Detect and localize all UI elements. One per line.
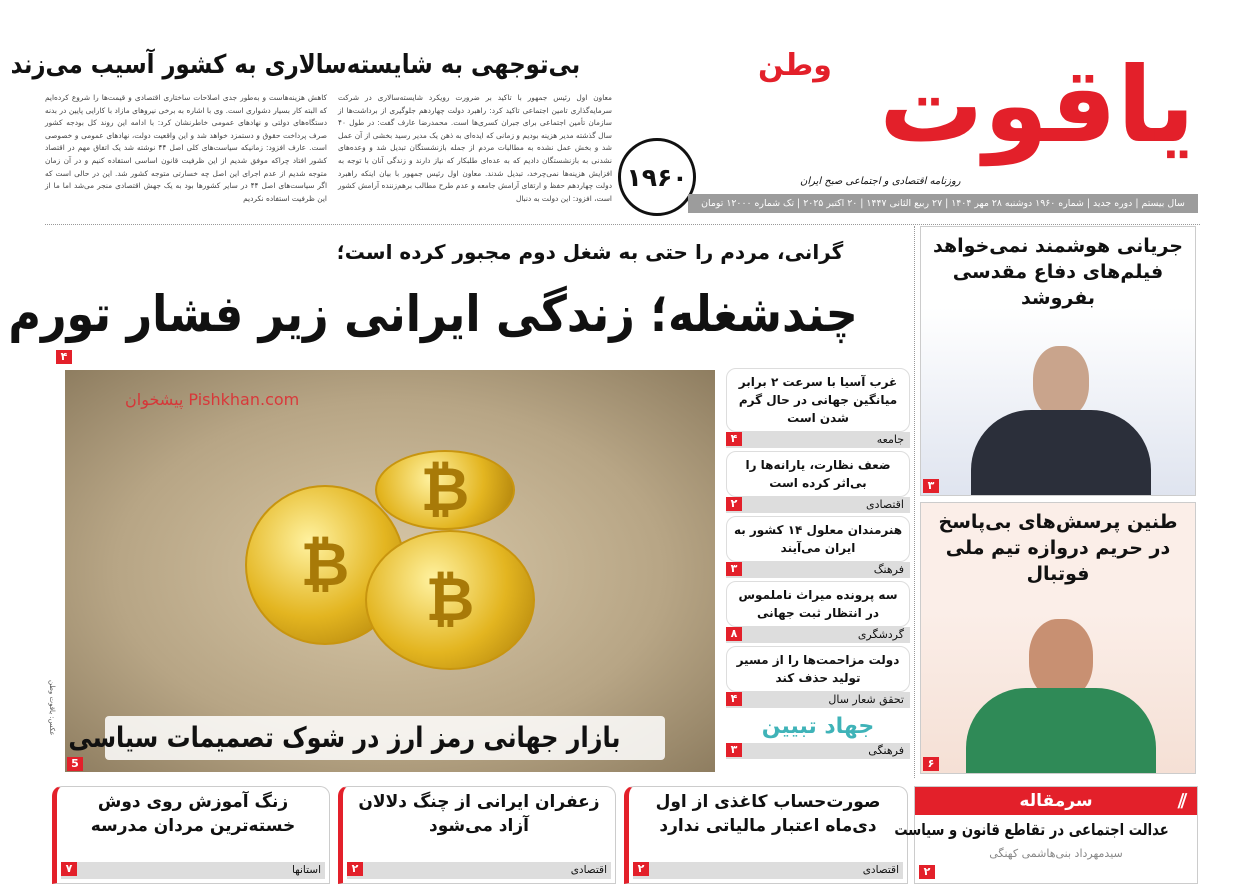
story-title: صورت‌حساب کاغذی از اول دی‌ماه اعتبار مالیاتی ندارد (655, 792, 881, 836)
editorial-label: سرمقاله (1019, 791, 1093, 811)
news-title: غرب آسیا با سرعت ۲ برابر میانگین جهانی در حال گرم شدن است (738, 375, 898, 425)
watermark: پیشخوان Pishkhan.com (125, 390, 300, 409)
section-label: فرهنگ (873, 563, 904, 576)
page-badge: ۲ (347, 862, 363, 876)
news-item[interactable] (726, 581, 910, 627)
divider (914, 226, 915, 778)
page-badge: ۴ (56, 350, 72, 364)
page-badge: ۲ (633, 862, 649, 876)
portrait-photo (961, 340, 1161, 495)
newspaper-logo: یاقوت (879, 44, 1195, 166)
page-badge: ۴ (726, 692, 742, 706)
news-title: هنرمندان معلول ۱۴ کشور به ایران می‌آیند (733, 523, 903, 555)
middle-column (726, 368, 910, 762)
lead-headline[interactable]: چندشغله؛ زندگی ایرانی زیر فشار تورم (8, 285, 858, 343)
right-story[interactable] (920, 502, 1196, 774)
story-title: زعفران ایرانی از چنگ دلالان آزاد می‌شود (358, 792, 600, 836)
bitcoin-coin-icon: ₿ (365, 530, 535, 670)
tagline: روزنامه اقتصادی و اجتماعی صبح ایران (800, 176, 961, 187)
issue-number-badge: ۱۹۶۰ (618, 138, 696, 216)
section-tag (726, 627, 910, 643)
page-badge: ۸ (726, 627, 742, 641)
editorial-header (915, 787, 1197, 815)
editorial[interactable] (894, 786, 1198, 884)
section-tag (726, 562, 910, 578)
story-title: جریانی هوشمند نمی‌خواهد فیلم‌های دفاع مقدسی بفروشد (933, 235, 1183, 309)
portrait-photo (961, 613, 1161, 773)
section-label: تحقق شعار سال (828, 693, 904, 706)
face-shape (1029, 619, 1093, 699)
bottom-story[interactable] (338, 786, 616, 884)
page-badge: ۲ (726, 497, 742, 511)
story-title: طنین پرسش‌های بی‌پاسخ در حریم دروازه تیم ملی فوتبال (938, 511, 1178, 585)
top-story-headline: بی‌توجهی به شایسته‌سالاری به کشور آسیب می‌زند (10, 50, 581, 80)
face-shape (1033, 346, 1089, 418)
section-label: فرهنگی (868, 744, 904, 757)
news-item[interactable] (726, 646, 910, 692)
section-tag (633, 862, 903, 879)
section-label: اقتصادی (865, 498, 904, 511)
jersey-shape (966, 688, 1156, 773)
news-item[interactable] (726, 368, 910, 432)
section-tag (726, 743, 910, 759)
editorial-author: سیدمهرداد بنی‌هاشمی کهنگی (989, 847, 1123, 860)
lead-photo[interactable] (65, 370, 715, 772)
news-title: جهاد تبیین (761, 714, 875, 739)
bitcoin-coin-icon: ₿ (375, 450, 515, 530)
page-badge: ۳ (726, 743, 742, 757)
news-item[interactable] (726, 451, 910, 497)
page-badge: 5 (67, 757, 83, 771)
editorial-title: عدالت اجتماعی در تقاطع قانون و سیاست (894, 820, 1169, 839)
page-badge: ۶ (923, 757, 939, 771)
newspaper-logo-sub: وطن (758, 48, 832, 83)
photo-caption-box (68, 716, 665, 760)
right-story[interactable] (920, 226, 1196, 496)
photo-caption: بازار جهانی رمز ارز در شوک تصمیمات سیاسی (68, 721, 621, 754)
news-title: سه پرونده میراث ناملموس در انتظار ثبت جهانی (738, 588, 898, 620)
photo-credit: عکس: یاقوت وطن (48, 680, 56, 736)
section-label: استانها (291, 864, 321, 876)
divider (45, 224, 1200, 225)
page-badge: ۳ (726, 562, 742, 576)
news-title: دولت مزاحمت‌ها را از مسیر تولید حذف کند (736, 653, 900, 685)
section-label: جامعه (876, 433, 904, 446)
bottom-story[interactable] (52, 786, 330, 884)
page-badge: ۲ (919, 865, 935, 879)
page-badge: ۷ (61, 862, 77, 876)
section-label: اقتصادی (862, 864, 899, 876)
suit-shape (971, 410, 1151, 495)
section-tag (726, 497, 910, 513)
story-title: زنگ آموزش روی دوش خسته‌ترین مردان مدرسه (90, 792, 296, 836)
page-badge: ۴ (726, 432, 742, 446)
section-tag (61, 862, 325, 879)
jahad-tabyin-logo[interactable] (726, 711, 910, 743)
top-story-column-left: کاهش هزینه‌هاست و به‌طور جدی اصلاحات ساختاری اقتصادی و قیمت‌ها را شروع کرده‌ایم که البته کار بسیار دشواری است. وی با اشاره به برخی نیروهای مازاد با کارایی پایین در بدنه دستگاه‌های دولتی و نهادهای عمومی خاطرنشان کرد: با ادامه این روند کل بودجه کشور صرف پرداخت حقوق و دستمزد خواهد شد و این واقعیت دولت، نهادهای عمومی و خصوصی است. عارف افزود: زمانیکه سیاست‌های کلی اصل ۴۴ نوشته شد یک اتفاق مهم در اقتصاد کشور افتاد چراکه موفق شدیم از این ظرفیت قانون اساسی استفاده کنیم و در آن زمان متوجه شدیم از عدم اجرای این اصل چه خسارتی متوجه کشور شد. این در حالی است که اگر سیاست‌های اصل ۴۴ در سایر کشورها بود به یک جهش اقتصادی منجر می‌شد اما ما از این ظرفیت استفاده نکردیم (45, 93, 327, 203)
top-story-column-right: معاون اول رئیس جمهور با تاکید بر ضرورت رویکرد شایسته‌سالاری در شرکت سرمایه‌گذاری تامین اجتماعی تاکید کرد: راهبرد دولت چهاردهم جلوگیری از برداشت‌ها از سازمان تأمین اجتماعی برای جبران کسری‌ها است. محمدرضا عارف گفت: در طول ۴۰ سال گذشته مدیر هزینه بودیم و زمانی که ایده‌ای به ذهن یک مدیر رسید بخشی از آن عمل شد و بخش عمل نشده به مطالبات مردم از جمله بازنشستگان تبدیل شد و وعده‌های نشدنی به بازنشستگان دادیم که به عده‌ای طلبکار که نیاز دارند و زندگی آنان با توجه به افزایش هزینه‌ها نمی‌چرخد، تبدیل شدند. معاون اول رئیس جمهور با بیان اینکه راهبرد دولت چهاردهم حفظ و ارتقای آرامش جامعه و عدم طرح مطالب برهم‌زننده آرامش کشور است، افزود: این دولت به دنبال (338, 93, 612, 203)
lead-subhead: گرانی، مردم را حتی به شغل دوم مجبور کرده است؛ (336, 240, 844, 264)
news-title: ضعف نظارت، یارانه‌ها را بی‌اثر کرده است (745, 458, 891, 490)
section-tag (347, 862, 611, 879)
section-label: اقتصادی (570, 864, 607, 876)
news-item[interactable] (726, 516, 910, 562)
section-label: گردشگری (857, 628, 904, 641)
issue-info-bar (688, 194, 1198, 213)
bitcoin-coin-icon: ₿ (245, 485, 405, 645)
page-badge: ۳ (923, 479, 939, 493)
bottom-story[interactable] (624, 786, 908, 884)
issue-info-text: سال بیستم | دوره جدید | شماره ۱۹۶۰ دوشنبه ۲۸ مهر ۱۴۰۴ | ۲۷ ربیع الثانی ۱۴۴۷ | ۲۰ اکتبر ۲۰۲۵ | تک شماره ۱۲۰۰۰ تومان (701, 198, 1185, 209)
section-tag (726, 692, 910, 708)
editorial-logo-icon: ⫽ (1178, 789, 1187, 813)
section-tag (726, 432, 910, 448)
